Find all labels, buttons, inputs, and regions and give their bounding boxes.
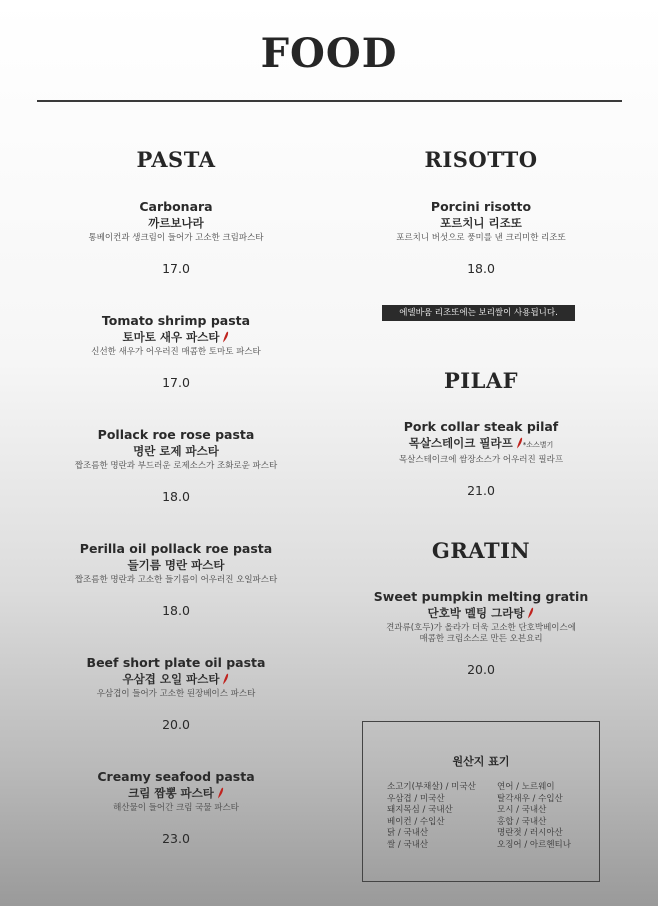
item-name-en: Pollack roe rose pasta [97, 427, 255, 442]
origin-entry: 연어 / 노르웨이 [497, 782, 555, 792]
origin-entry: 돼지목심 / 국내산 [387, 805, 453, 815]
item-name-ko: 토마토 새우 파스타 [122, 330, 220, 344]
item-name-ko: 들기름 명란 파스타 [127, 558, 225, 572]
menu-item [35, 426, 317, 504]
origin-list-right [497, 782, 571, 851]
item-description: 우삼겹이 들어가 고소한 된장베이스 파스타 [96, 689, 256, 699]
menu-item [35, 540, 317, 618]
origin-entry: 소고기(부채살) / 미국산 [387, 782, 476, 792]
item-description: 짭조름한 명란과 고소한 들기름이 어우러진 오일파스타 [74, 575, 278, 585]
menu-item [35, 654, 317, 732]
item-name-en: Tomato shrimp pasta [101, 313, 251, 328]
menu-item [35, 198, 317, 276]
item-name-ko: 크림 짬뽕 파스타 [128, 786, 214, 800]
origin-entry: 탈각새우 / 수입산 [497, 793, 563, 804]
origin-entry: 오징어 / 아르헨티나 [497, 839, 571, 850]
item-name-ko-row [35, 329, 317, 346]
item-name-ko: 단호박 멜팅 그라탕 [427, 606, 525, 620]
section-title-risotto: RISOTTO [424, 147, 538, 172]
chili-pepper-icon [217, 787, 224, 799]
origin-entry: 베이컨 / 수입산 [387, 816, 445, 827]
item-price: 17.0 [162, 375, 190, 390]
origin-entry: 닭 / 국내산 [387, 828, 429, 838]
item-price: 21.0 [467, 483, 495, 498]
item-name-ko: 목살스테이크 필라프 [408, 436, 513, 450]
section-title-gratin: GRATIN [431, 538, 531, 563]
origin-list-left [387, 782, 476, 851]
item-description: 통베이컨과 생크림이 들어가 고소한 크림파스타 [88, 233, 264, 243]
chili-pepper-icon [222, 673, 229, 685]
menu-title: FOOD [260, 30, 398, 77]
item-name-ko: 우삼겹 오일 파스타 [122, 672, 220, 686]
item-price: 18.0 [162, 489, 190, 504]
item-name-ko: 명란 로제 파스타 [133, 444, 219, 458]
origin-title: 원산지 표기 [452, 755, 510, 768]
section-title-pasta: PASTA [136, 147, 216, 172]
sauce-note: *소스별기 [522, 441, 554, 449]
item-name-en: Creamy seafood pasta [97, 769, 255, 784]
menu-item [340, 418, 622, 498]
menu-item [35, 768, 317, 846]
item-price: 18.0 [162, 603, 190, 618]
item-description: 짭조름한 명란과 부드러운 로제소스가 조화로운 파스타 [74, 461, 278, 471]
title-divider [37, 100, 622, 102]
item-name-en: Beef short plate oil pasta [86, 655, 266, 670]
item-name-ko-row [35, 671, 317, 688]
origin-entry: 쌀 / 국내산 [387, 839, 429, 850]
chili-pepper-icon [222, 331, 229, 343]
item-name-ko: 포르치니 리조또 [440, 216, 522, 230]
chili-pepper-icon [527, 607, 534, 619]
item-price: 20.0 [162, 717, 190, 732]
item-name-en: Pork collar steak pilaf [403, 419, 559, 434]
item-price: 17.0 [162, 261, 190, 276]
item-description: 목살스테이크에 쌈장소스가 어우러진 필라프 [398, 455, 564, 465]
item-name-ko: 까르보나라 [148, 216, 204, 230]
item-description: 견과류(호두)가 올라가 더욱 고소한 단호박베이스에 [386, 623, 576, 633]
item-price: 20.0 [467, 662, 495, 677]
item-name-en: Carbonara [139, 199, 213, 214]
item-name-ko-row [340, 435, 622, 454]
risotto-notice-banner: 에델바움 리조또에는 보리쌀이 사용됩니다. [382, 305, 575, 321]
section-title-pilaf: PILAF [443, 368, 519, 393]
item-name-en: Sweet pumpkin melting gratin [373, 589, 589, 604]
item-description: 해산물이 들어간 크림 국물 파스타 [113, 803, 239, 813]
item-price: 23.0 [162, 831, 190, 846]
item-name-en: Porcini risotto [430, 199, 532, 214]
chili-pepper-icon [516, 437, 523, 449]
origin-entry: 홍합 / 국내산 [497, 816, 547, 827]
item-name-en: Perilla oil pollack roe pasta [79, 541, 273, 556]
item-description: 신선한 새우가 어우러진 매콤한 토마토 파스타 [91, 347, 261, 357]
menu-item [35, 312, 317, 390]
menu-item [340, 198, 622, 276]
item-description-line2: 매콤한 크림소스로 만든 오븐요리 [419, 634, 543, 644]
origin-entry: 명란젓 / 러시아산 [497, 828, 563, 838]
origin-info-box [362, 721, 600, 882]
item-price: 18.0 [467, 261, 495, 276]
origin-entry: 모시 / 국내산 [497, 805, 547, 815]
item-name-ko-row [340, 605, 622, 622]
origin-entry: 우삼겹 / 미국산 [387, 793, 445, 804]
menu-item [340, 588, 622, 677]
item-name-ko-row [35, 785, 317, 802]
item-description: 포르치니 버섯으로 풍미를 낸 크리미한 리조또 [396, 233, 566, 243]
